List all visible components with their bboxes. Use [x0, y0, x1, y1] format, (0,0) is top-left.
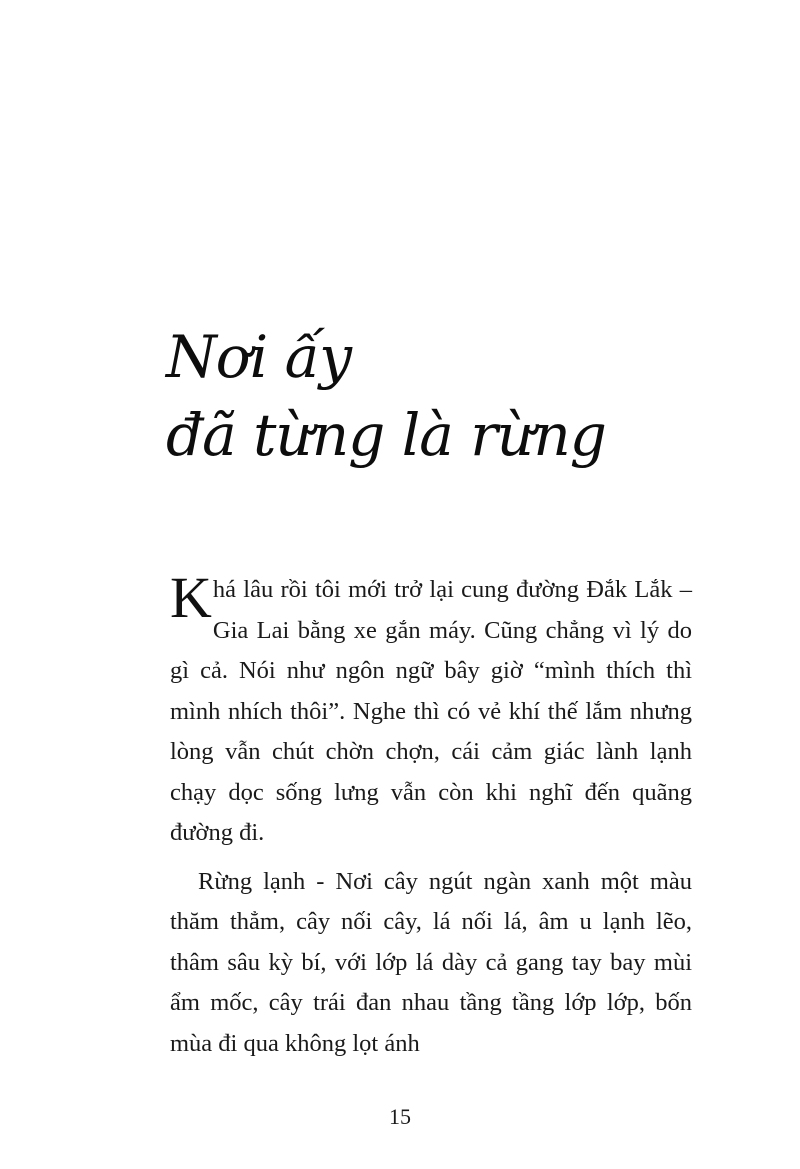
paragraph-2: Rừng lạnh - Nơi cây ngút ngàn xanh một màu thăm thẳm, cây nối cây, lá nối lá, âm u lạnh lẽo, thâm sâu kỳ bí, với lớp lá dày cả gang tay bay mùi ẩm mốc, cây trái đan nhau tầng tầng lớp lớp, bốn mùa đi qua không lọt ánh — [170, 867, 692, 1057]
paragraph-1 — [170, 565, 692, 854]
chapter-body — [170, 565, 692, 1064]
chapter-title-line-2: đã từng là rừng — [166, 401, 606, 469]
page-number: 15 — [389, 1104, 411, 1129]
chapter-title — [166, 318, 606, 474]
paragraph-1-text: há lâu rồi tôi mới trở lại cung đường Đắk Lắk – Gia Lai bằng xe gắn máy. Cũng chẳng vì lý do gì cả. Nói như ngôn ngữ bây giờ “mình thích thì mình nhích thôi”. Nghe thì có vẻ khí thế lắm nhưng lòng vẫn chút chờn chợn, cái cảm giác lành lạnh chạy dọc sống lưng vẫn còn khi nghĩ đến quãng đường đi. — [170, 576, 692, 846]
chapter-title-line-1: Nơi ấy — [166, 323, 351, 391]
drop-cap: K — [170, 565, 212, 630]
